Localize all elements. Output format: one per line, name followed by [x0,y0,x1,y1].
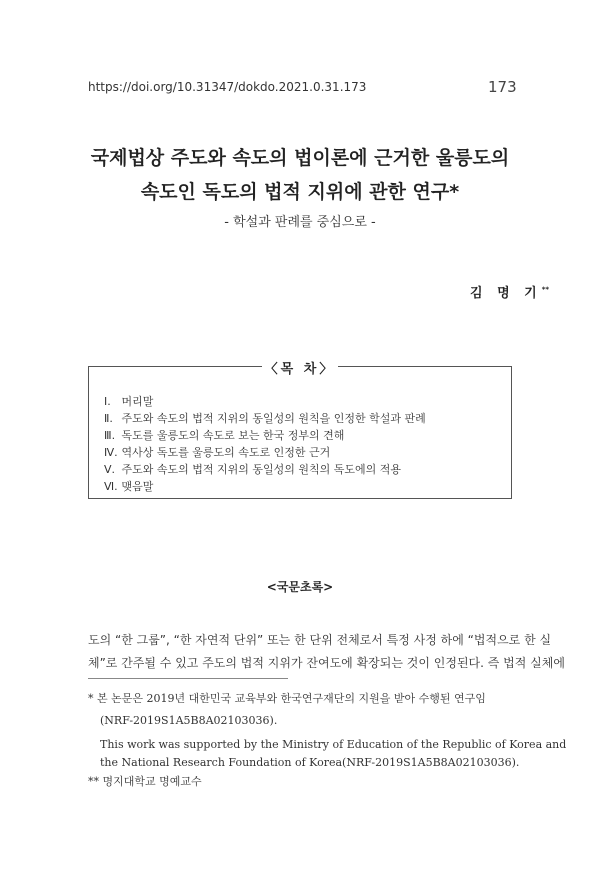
toc-item-number: Ⅴ. [104,463,116,476]
author [470,282,549,301]
toc-item-text: 주도와 속도의 법적 지위의 동일성의 원칙의 독도에의 적용 [121,463,401,476]
abstract-heading: <국문초록> [266,580,334,594]
toc-item [104,427,344,443]
toc-item-text: 맺음말 [121,480,154,493]
toc-item-number: Ⅱ. [104,412,113,425]
toc-item [104,461,401,477]
toc-item-number: Ⅳ. [104,446,118,459]
paper-title-line-2: 속도인 독도의 법적 지위에 관한 연구* [140,181,460,203]
author-name: 김 명 기 [470,286,542,301]
footnote-author-affiliation: ** 명지대학교 명예교수 [88,775,202,788]
author-footnote-mark: ** [541,285,550,294]
toc-item-text: 머리말 [121,395,154,408]
footnote-divider [88,678,288,679]
abstract-line: 체”로 간주될 수 있고 주도의 법적 지위가 잔여도에 확장되는 것이 인정된다. 즉 법적 실체에 [88,656,565,670]
toc-item-text: 역사상 독도를 울릉도의 속도로 인정한 근거 [121,446,331,459]
toc-item [104,478,153,494]
paper-subtitle: - 학설과 판례를 중심으로 - [224,215,376,230]
doi-link[interactable]: https://doi.org/10.31347/dokdo.2021.0.31.173 [88,80,367,94]
footnote-funding-english-line-2: the National Research Foundation of Korea(NRF-2019S1A5B8A02103036). [100,756,520,769]
toc-item-text: 주도와 속도의 법적 지위의 동일성의 원칙을 인정한 학설과 판례 [121,412,426,425]
footnote-funding-korean: * 본 논문은 2019년 대한민국 교육부와 한국연구재단의 지원을 받아 수행된 연구임 [88,692,486,705]
footnote-funding-english-line-1: This work was supported by the Ministry of Education of the Republic of Korea and [100,738,567,751]
toc-item-number: Ⅰ. [104,395,111,408]
footnote-grant-number: (NRF-2019S1A5B8A02103036). [100,714,278,727]
page-number: 173 [488,78,517,96]
toc-item [104,410,426,426]
paper-title-line-1: 국제법상 주도와 속도의 법이론에 근거한 울릉도의 [90,147,510,169]
toc-item-text: 독도를 울릉도의 속도로 보는 한국 정부의 견해 [121,429,345,442]
toc-item-number: Ⅵ. [104,480,118,493]
toc-item-number: Ⅲ. [104,429,116,442]
toc-item [104,393,153,409]
abstract-line: 도의 “한 그룹”, “한 자연적 단위” 또는 한 단위 전체로서 특정 사정 하에 “법적으로 한 실 [88,633,552,647]
toc-heading: 〈목 차〉 [262,358,338,377]
toc-item [104,444,330,460]
